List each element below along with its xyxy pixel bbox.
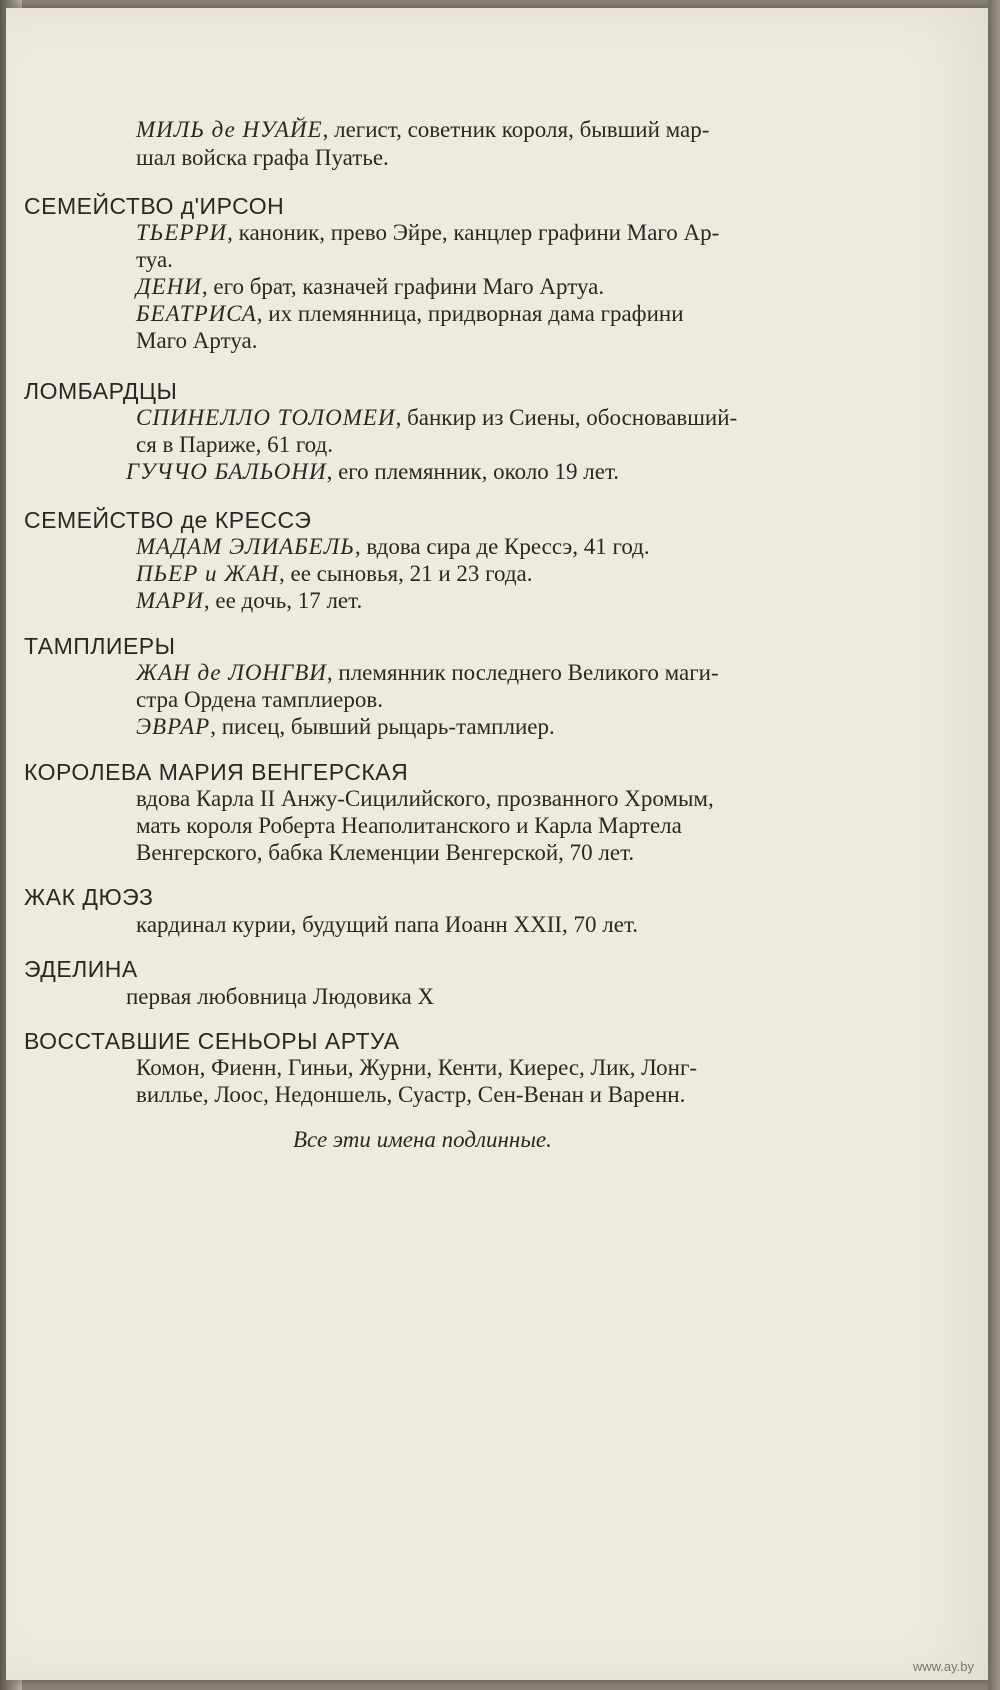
section-heading: ЛОМБАРДЦЫ	[24, 378, 178, 404]
character-name: МИЛЬ де НУАЙЕ	[136, 117, 323, 142]
entry-maria-line: Венгерского, бабка Клеменции Венгерской, 70 лет.	[136, 840, 635, 865]
character-description: , его брат, казначей графини Маго Артуа.	[201, 274, 605, 299]
entry-guccio	[126, 457, 619, 487]
entry-eliabel	[136, 532, 650, 562]
character-name: МАРИ	[136, 588, 204, 613]
entry-pierre	[136, 559, 533, 589]
character-description: , банкир из Сиены, обосновавший-	[395, 405, 738, 430]
character-name: ДЕНИ	[136, 274, 202, 299]
background-edge	[988, 0, 1000, 1690]
character-name: МАДАМ ЭЛИАБЕЛЬ	[136, 534, 355, 559]
entry-tolomei-cont: ся в Париже, 61 год.	[136, 432, 333, 457]
entry-deni	[136, 272, 604, 302]
entry-thierry	[136, 218, 719, 248]
book-page	[6, 8, 990, 1680]
character-description: , легист, советник короля, бывший мар-	[322, 117, 710, 142]
entry-edelina: первая любовница Людовика X	[126, 984, 435, 1009]
entry-rebels-line: Комон, Фиенн, Гиньи, Журни, Кенти, Киерес, Лик, Лонг-	[136, 1055, 698, 1080]
entry-marie	[136, 586, 362, 616]
character-description: , племянник последнего Великого маги-	[326, 660, 719, 685]
character-description: , ее дочь, 17 лет.	[203, 588, 363, 613]
entry-thierry-cont: туа.	[136, 247, 173, 272]
entry-jean	[136, 658, 719, 688]
character-name: ПЬЕР и ЖАН	[136, 561, 280, 586]
entry-beatrisa-cont: Маго Артуа.	[136, 328, 258, 353]
entry-dueze: кардинал курии, будущий папа Иоанн XXII, 70 лет.	[136, 912, 639, 937]
section-heading: СЕМЕЙСТВО д'ИРСОН	[24, 193, 285, 219]
section-heading: ТАМПЛИЕРЫ	[24, 633, 176, 659]
character-description: , ее сыновья, 21 и 23 года.	[279, 561, 533, 586]
entry-mil	[136, 115, 709, 145]
entry-mil-cont: шал войска графа Пуатье.	[136, 145, 389, 170]
character-name: БЕАТРИСА	[136, 301, 257, 326]
footer-note: Все эти имена подлинные.	[293, 1127, 552, 1152]
entry-beatrisa	[136, 299, 684, 329]
character-name: ЭВРАР	[136, 714, 211, 739]
section-heading: ЖАК ДЮЭЗ	[24, 884, 154, 910]
watermark: www.ay.by	[912, 1659, 974, 1674]
entry-maria-line: вдова Карла II Анжу-Сицилийского, прозванного Хромым,	[136, 786, 714, 811]
entry-tolomei	[136, 403, 737, 433]
character-description: , вдова сира де Крессэ, 41 год.	[354, 534, 650, 559]
character-description: , писец, бывший рыцарь-тамплиер.	[210, 714, 555, 739]
character-description: , каноник, прево Эйре, канцлер графини Маго Ар-	[227, 220, 720, 245]
section-heading: ВОССТАВШИЕ СЕНЬОРЫ АРТУА	[24, 1028, 400, 1054]
section-heading: КОРОЛЕВА МАРИЯ ВЕНГЕРСКАЯ	[24, 759, 409, 785]
entry-maria-line: мать короля Роберта Неаполитанского и Карла Мартела	[136, 813, 682, 838]
character-name: ЖАН де ЛОНГВИ	[136, 660, 327, 685]
entry-evrar	[136, 712, 555, 742]
character-name: ТЬЕРРИ	[136, 220, 228, 245]
character-description: , его племянник, около 19 лет.	[326, 459, 620, 484]
section-heading: СЕМЕЙСТВО де КРЕССЭ	[24, 507, 312, 533]
section-heading: ЭДЕЛИНА	[24, 956, 138, 982]
character-name: СПИНЕЛЛО ТОЛОМЕИ	[136, 405, 396, 430]
entry-jean-cont: стра Ордена тамплиеров.	[136, 687, 383, 712]
entry-rebels-line: вилльe, Лоос, Недоншель, Суастр, Сен-Венан и Варенн.	[136, 1082, 686, 1107]
character-description: , их племянница, придворная дама графини	[256, 301, 684, 326]
character-name: ГУЧЧО БАЛЬОНИ	[126, 459, 327, 484]
